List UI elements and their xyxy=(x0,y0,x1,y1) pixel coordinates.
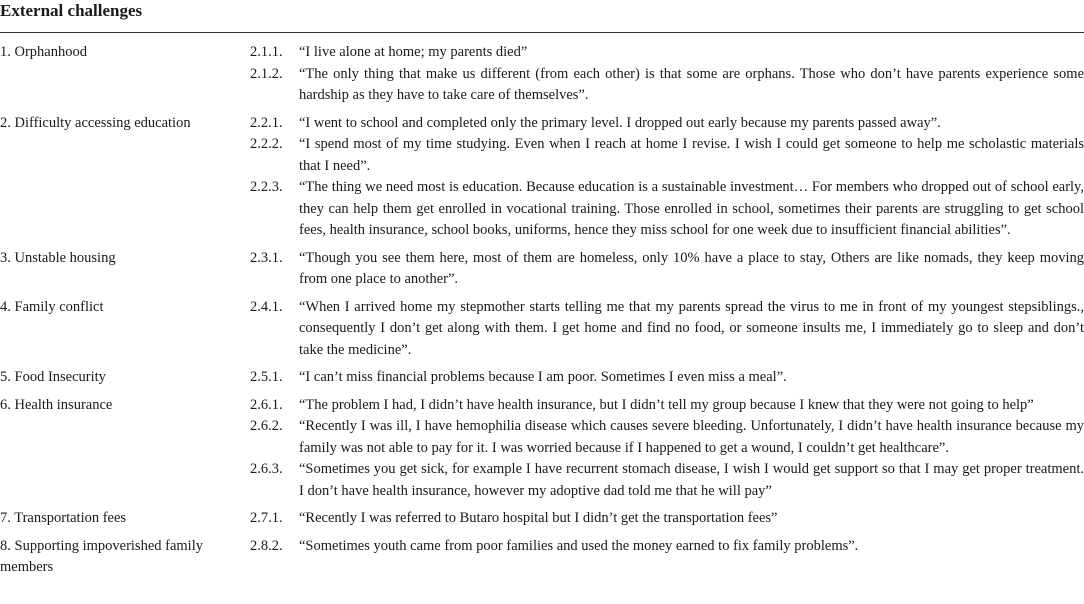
quote-item xyxy=(250,177,1084,242)
category-label: 4. Family conflict xyxy=(0,298,104,315)
quote-text: “Recently I was referred to Butaro hospital but I didn’t get the transportation fees” xyxy=(299,510,778,526)
challenges-table xyxy=(0,42,1084,575)
quote-list xyxy=(250,297,1084,362)
quote-id: 2.3.1. xyxy=(250,249,283,266)
table-title: External challenges xyxy=(0,1,143,20)
quote-item xyxy=(250,113,1084,135)
quote-id: 2.7.1. xyxy=(250,510,283,526)
category-label: 1. Orphanhood xyxy=(0,44,87,60)
quote-id: 2.6.2. xyxy=(250,418,283,434)
quote-list xyxy=(250,395,1084,503)
category-label: 7. Transportation fees xyxy=(0,510,127,526)
quote-item xyxy=(250,416,1084,459)
quote-id: 2.5.1. xyxy=(250,369,283,385)
category-label: 3. Unstable housing xyxy=(0,249,116,266)
category-label: 6. Health insurance xyxy=(0,396,113,413)
quote-text: “Recently I was ill, I have hemophilia disease which causes severe bleeding. Unfortunately, I didn’t have health insurance because my family was not able to pay for it. I was worried because if I happened to get a wound, I couldn’t get healthcare”. xyxy=(299,418,1084,456)
quote-text: “I live alone at home; my parents died” xyxy=(299,44,528,60)
quote-list xyxy=(250,508,1084,530)
quote-text: “The problem I had, I didn’t have health insurance, but I didn’t tell my group because I knew that they were not going to help” xyxy=(299,396,1034,413)
category-label: 2. Difficulty accessing education xyxy=(0,114,191,131)
quote-item xyxy=(250,508,1084,530)
table-row xyxy=(0,113,1084,242)
quote-text: “I can’t miss financial problems because I am poor. Sometimes I even miss a meal”. xyxy=(299,369,787,385)
quote-id: 2.1.1. xyxy=(250,44,283,60)
table-row xyxy=(0,395,1084,503)
quote-item xyxy=(250,395,1084,417)
quote-item xyxy=(250,459,1084,502)
quote-text: “I went to school and completed only the primary level. I dropped out early because my parents passed away”. xyxy=(299,114,941,131)
quote-id: 2.6.3. xyxy=(250,461,283,477)
quote-item xyxy=(250,297,1084,362)
quote-text: “Sometimes you get sick, for example I have recurrent stomach disease, I wish I would get support so that I may get proper treatment. I don’t have health insurance, however my adoptive dad told me that he will pay” xyxy=(299,461,1084,499)
table-row xyxy=(0,536,1084,575)
table-row xyxy=(0,42,1084,107)
quote-item xyxy=(250,536,1084,558)
quote-id: 2.2.2. xyxy=(250,136,283,152)
quote-text: “Sometimes youth came from poor families and used the money earned to fix family problems”. xyxy=(299,537,859,554)
table-row xyxy=(0,367,1084,389)
quote-id: 2.6.1. xyxy=(250,396,283,413)
quote-id: 2.1.2. xyxy=(250,65,283,82)
quote-text: “Though you see them here, most of them are homeless, only 10% have a place to stay, Others are like nomads, they keep moving from one place to another”. xyxy=(299,249,1084,287)
quote-list xyxy=(250,42,1084,107)
quote-id: 2.4.1. xyxy=(250,298,283,315)
quote-list xyxy=(250,248,1084,291)
category-label: 8. Supporting impoverished family members xyxy=(0,537,203,575)
table-row xyxy=(0,508,1084,530)
quote-text: “When I arrived home my stepmother starts telling me that my parents spread the virus to me in front of my youngest stepsiblings., consequently I don’t get along with them. I get home and find no food, or someone insults me, I immediately go to sleep and don’t take the medicine”. xyxy=(299,298,1084,358)
quote-text: “I spend most of my time studying. Even when I reach at home I revise. I wish I could get someone to help me scholastic materials that I need”. xyxy=(299,136,1084,174)
quote-id: 2.8.2. xyxy=(250,537,283,554)
table-row xyxy=(0,297,1084,362)
quote-list xyxy=(250,536,1084,558)
quote-item xyxy=(250,42,1084,64)
quote-item xyxy=(250,64,1084,107)
quote-id: 2.2.1. xyxy=(250,114,283,131)
quote-item xyxy=(250,248,1084,291)
quote-item xyxy=(250,367,1084,389)
title-rule xyxy=(0,32,1084,33)
table-row xyxy=(0,248,1084,291)
quote-item xyxy=(250,134,1084,177)
category-label: 5. Food Insecurity xyxy=(0,369,106,385)
quote-text: “The thing we need most is education. Because education is a sustainable investment… For members who dropped out of school early, they can help them get enrolled in vocational training. Those enrolled in school, sometimes their parents are struggling to get school fees, health insurance, school books, uniforms, hence they miss school for one week due to insufficient financial abilities”. xyxy=(299,179,1084,238)
quote-list xyxy=(250,367,1084,389)
quote-id: 2.2.3. xyxy=(250,179,283,195)
quote-list xyxy=(250,113,1084,242)
quote-text: “The only thing that make us different (from each other) is that some are orphans. Those who don’t have parents experience some hardship as they have to take care of themselves”. xyxy=(299,65,1084,103)
